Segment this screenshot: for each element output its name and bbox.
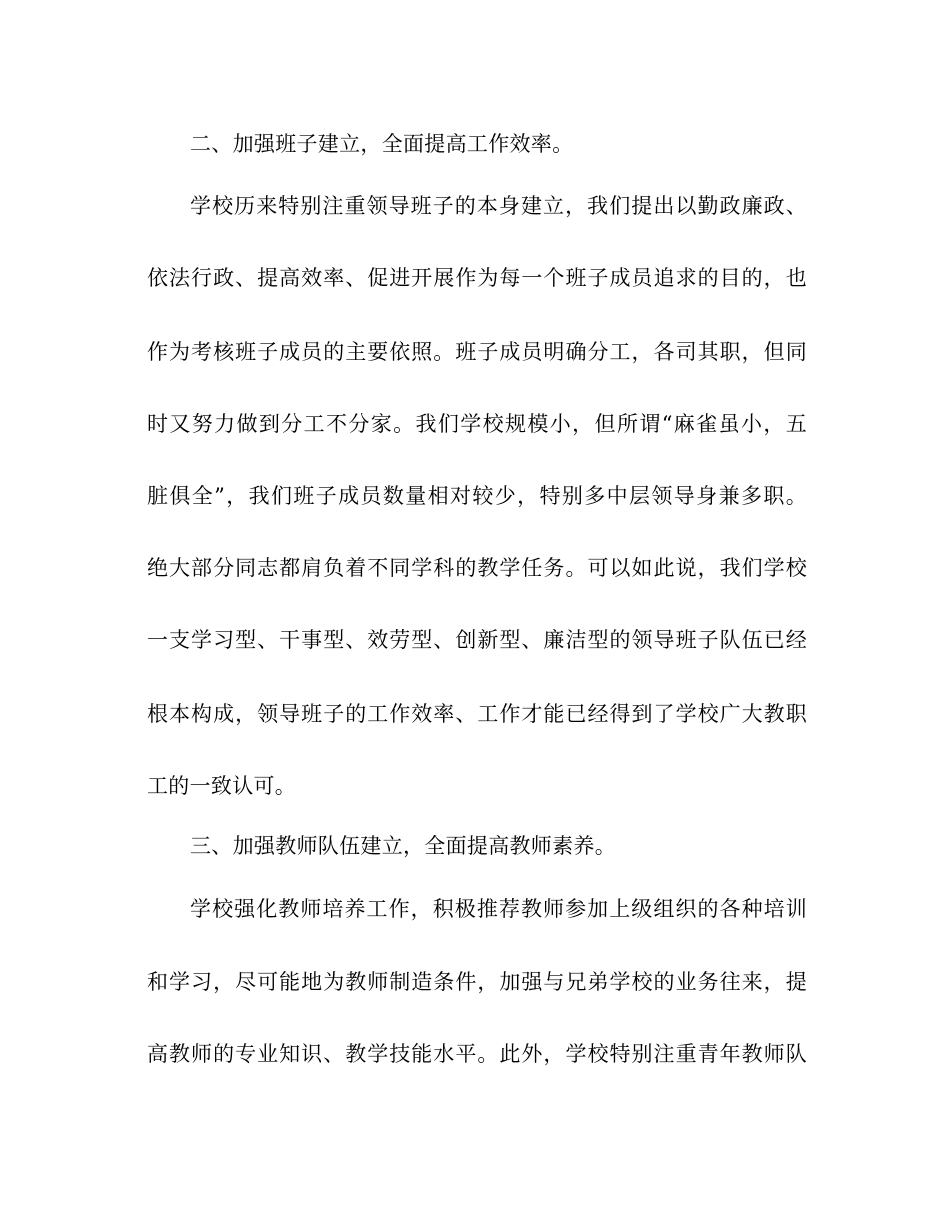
paragraph-line: 脏俱全”，我们班子成员数量相对较少，特别多中层领导身兼多职。	[147, 484, 807, 508]
paragraph-line: 依法行政、提高效率、促进开展作为每一个班子成员追求的目的，也	[147, 266, 807, 290]
paragraph-line: 和学习，尽可能地为教师制造条件，加强与兄弟学校的业务往来，提	[147, 970, 807, 994]
paragraph-line: 高教师的专业知识、教学技能水平。此外，学校特别注重青年教师队	[147, 1042, 807, 1066]
paragraph-line: 根本构成，领导班子的工作效率、工作才能已经得到了学校广大教职	[147, 702, 807, 726]
paragraph-line-last: 工的一致认可。	[147, 774, 297, 798]
section-heading-3: 三、加强教师队伍建立，全面提高教师素养。	[190, 834, 616, 858]
paragraph-line: 一支学习型、干事型、效劳型、创新型、廉洁型的领导班子队伍已经	[147, 628, 807, 652]
section-heading-2: 二、加强班子建立，全面提高工作效率。	[190, 132, 574, 156]
paragraph-line: 学校历来特别注重领导班子的本身建立，我们提出以勤政廉政、	[190, 194, 807, 218]
paragraph-line: 作为考核班子成员的主要依照。班子成员明确分工，各司其职，但同	[147, 340, 807, 364]
paragraph-line: 绝大部分同志都肩负着不同学科的教学任务。可以如此说，我们学校	[147, 556, 807, 580]
paragraph-line: 时又努力做到分工不分家。我们学校规模小，但所谓“麻雀虽小，五	[147, 412, 807, 436]
paragraph-line: 学校强化教师培养工作，积极推荐教师参加上级组织的各种培训	[190, 897, 807, 921]
